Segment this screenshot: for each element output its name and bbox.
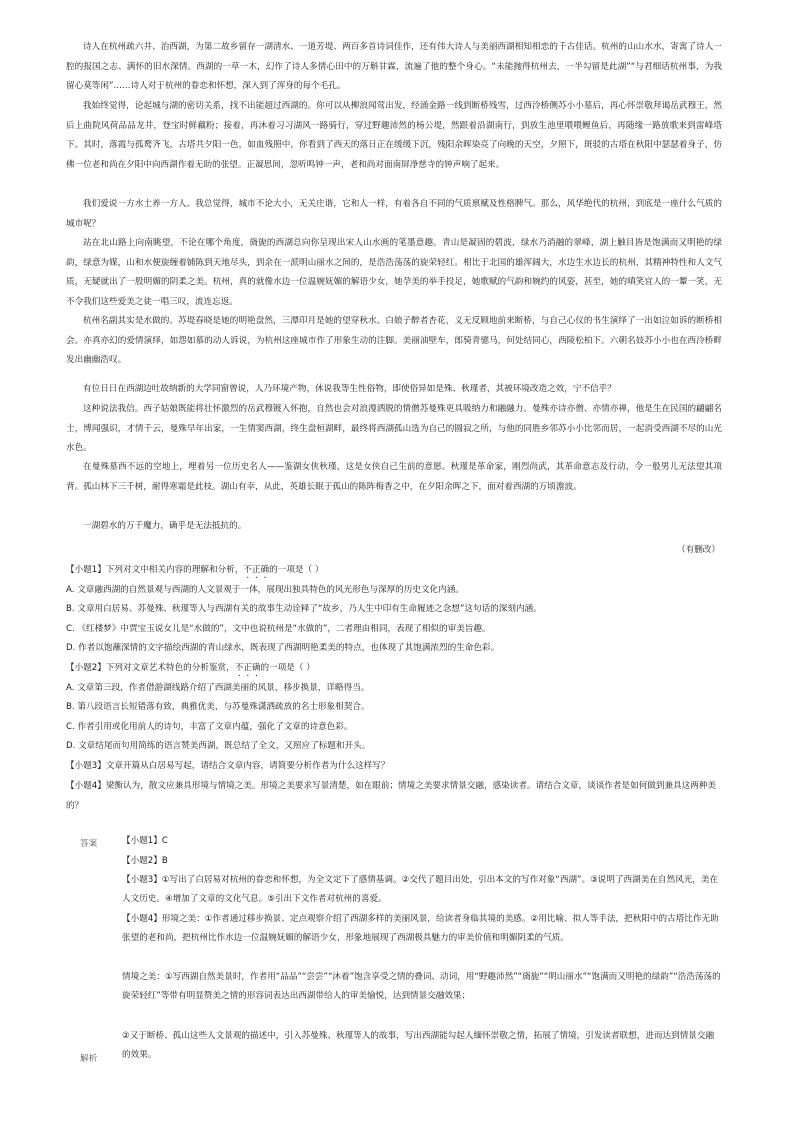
question-1-stem-text: 【小题1】下列对文中相关内容的理解和分析， <box>66 565 244 575</box>
answer-4-part-1: 【小题4】形境之美：①作者通过移步换景、定点观察介绍了西湖多样的美丽风景，给读者身临其境的美感。②用比喻、拟人等手法，把秋阳中的古塔比作无助张望的老和尚，把杭州比作水边一位温婉妩媚的解语少女，形象地展现了西湖极具魅力的审美价值和明媚阴柔的气质。 <box>122 914 719 944</box>
question-1-option-a: A. 文章融西湖的自然景观与西湖的人文景观于一体，展现出独具特色的风光形色与深厚的历史文化内涵。 <box>66 585 464 595</box>
question-2-option-c: C. 作者引用或化用前人的诗句，丰富了文章内蕴，强化了文章的诗意色彩。 <box>66 722 353 732</box>
article-paragraph-7: 这种说法我信。西子姑娘既能将壮怀激烈的岳武穆镀入怀抱，自然也会对浪漫洒脱的情僧苏曼殊更具吸纳力和融融力。曼殊亦诗亦僧、亦情亦禅，他是生在民国的翩翩名士，博闻强识，才情千云，曼殊早年出家，一生情窦西湖，终生盘桓湖畔，最终将西湖孤山选为自己的圆寂之所，与他的同胜乡邻苏小小比邻而居，一起消受西湖不尽的山光水色。 <box>66 404 722 454</box>
article-paragraph-2: 我始终觉得，论起城与湖的密切关系，找不出能超过西湖的。你可以从柳浪闻莺出发，经涌金路一线到断桥残雪，过西泠桥侧苏小小墓后，再心怀崇敬拜谒岳武穆王，然后上曲院风荷品品龙井，登宝时鲜藕粉；接着，再沐着习习湖风一路骑行，穿过野趣沛然的杨公堤，然跟着沿湖南行，到放生池里喂喂鲤鱼后，再随缘一路放歌来到雷峰塔下。其时，落霞与孤鹜齐飞，古塔共夕阳一色，如血残照中，你看到了西天的落日正在缓缓下沉，残阳余晖染亮了向晚的天空，夕照下，斑驳的古塔在秋阳中瑟瑟着身子，仿佛一位老和尚在夕阳中向西湖作着无助的张望。正凝思间，忽听鸣钟一声，老和尚对面南屏净慈寺的钟声响了起来。 <box>66 101 722 170</box>
question-4: 【小题4】梁衡认为，散文应兼具形境与情境之美。形境之美要求写景清楚，如在眼前；情境之美要求情景交融，感染读者。请结合文章，谈谈作者是如何做到兼具这两种美的？ <box>66 781 717 811</box>
article-paragraph-9: 一湖碧水的万千魔力，确乎是无法抵抗的。 <box>83 521 247 531</box>
article-paragraph-6: 有位日日在西湖边吐故纳新的大学同窗曾说，人乃环境产物，休说我等生性俗物，即使俗异如是殊、秋瑾者，其被环境改造之效，宁不信乎？ <box>83 384 616 394</box>
question-1-stem <box>66 561 722 581</box>
article-paragraph-4: 站在北山路上向南眺望，不论在哪个角度，旖旎的西湖总向你呈现出宋人山水画的笔墨意趣。青山是凝固的碧波，绿水乃消融的翠峰，湖上触目皆是饱满而又明艳的绿韵，绿意为媒，山和水便旋缠着铺陈到天地尽头，到余在一派明山丽水之间的，是浩浩荡荡的旋荣轻红。相比于北国的雄浑阔大，水边生水边长的杭州，其精神特性和人文气质，无疑就出了一股明媚的阴柔之美。杭州，真的就像水边一位温婉妩媚的解语少女，她孕美的举手投足，她歌赋的气韵和婉约的风姿，甚至，她的嗔笑宜人的一颦一笑，无不令我们这些爱美之徒一唱三叹，流连忘返。 <box>66 238 722 307</box>
question-2-option-b: B. 第八段语言长短错落有致，典雅优美，与苏曼殊潇洒疏放的名士形象相契合。 <box>66 702 370 712</box>
answer-3: 【小题3】①写出了白居易对杭州的眷恋和怀想，为全文定下了感情基调。②交代了题目出处，引出本文的写作对象“西湖”。③说明了西湖美在自然风光，美在人文历史。④增加了文章的文化气息。⑤引出下文作者对杭州的喜爱。 <box>122 875 719 905</box>
question-1-option-d: D. 作者以饱蘸深情的文字描绘西湖的青山绿水，既表现了西湖明艳柔美的特点，也体现了其饱满浓烈的生命色彩。 <box>66 643 500 653</box>
question-2-stem-tail: 的一项是（ ） <box>260 663 315 673</box>
question-2-option-a: A. 文章第三段，作者借游湖线路介绍了西湖美丽的风景，移步换景，详略得当。 <box>66 683 370 693</box>
question-3: 【小题3】文章开篇从白居易写起，请结合文章内容，请简要分析作者为什么这样写？ <box>66 761 390 771</box>
answer-label: 答案 <box>80 839 98 849</box>
article-paragraph-5: 杭州名副其实是水做的。苏堤春晓是她的明艳盘然，三潭印月是她的望穿秋水。白娘子醉者杏花，义无反顾地前来断桥，与自己心仪的书生演绎了一出如泣如诉的断桥相会。亦真亦幻的爱情演绎，如怨如慕的动人诉说，为杭州这座城市作了形象生动的注脚。美丽油壁车，郎骑青骢马，何处结同心，西陵松柏下。六朝名妓苏小小也在西泠桥畔发出幽幽浩叹。 <box>66 316 722 366</box>
question-1-option-b: B. 文章用白居易、苏曼殊、秋瑾等人与西湖有关的故事生动诠释了“故乡，乃人生中印有生命履迹之念想”这句话的深刻内涵。 <box>66 604 542 614</box>
answer-1: 【小题1】C <box>122 836 168 846</box>
question-1-option-c: C. 《红楼梦》中贾宝玉说女儿是“水做的”，文中也说杭州是“水做的”，二者理由相同，表现了相似的审美旨趣。 <box>66 624 491 634</box>
article-paragraph-8: 在曼殊墓西不远的空地上，埋着另一位历史名人——鉴湖女侠秋瑾，这是女侠自己生前的意愿。秋瑾是革命家，刚烈尚武，其革命意志及行动，令一般男儿无法望其项背。孤山林下三千树，耐得寒霜是此枝。湖山有幸，从此，英雄长眠于孤山的陈阵梅香之中，在夕阳余晖之下，面对着西湖的万顷澹波。 <box>66 462 722 492</box>
analysis-label: 解析 <box>80 1054 98 1064</box>
question-2-emphasis: 不正确 <box>234 663 261 673</box>
question-1-stem-tail: 的一项是（ ） <box>269 565 324 575</box>
answer-4-part-3: ②又于断桥、孤山这些人文景观的描述中，引入苏曼殊、秋瑾等人的故事，写出西湖能勾起人缅怀崇敬之情，拓展了情境，引发读者联想，进而达到情景交融的效果。 <box>122 1031 715 1061</box>
source-note: （有删改） <box>677 545 720 555</box>
question-2-stem-text: 【小题2】下列对文章艺术特色的分析鉴赏， <box>66 663 235 673</box>
answer-2: 【小题2】B <box>122 856 168 866</box>
question-1-emphasis: 不正确 <box>243 565 270 575</box>
question-2-stem <box>66 659 722 679</box>
article-paragraph-1: 诗人在杭州疏六井、治西湖，为第二故乡留存一湖清水、一道芳堤、两百多首诗词佳作，还有伟大诗人与美丽西湖相知相恋的千古佳话。杭州的山山水水，寄寓了诗人一腔的报国之志、满怀的旧水深情。西湖的一草一木，幻作了诗人多情心田中的万斛甘霖，流遍了他的整个身心。“未能抛得杭州去，一半勾留是此湖”“与君细话杭州事，为我留心莫等闲”……诗人对于杭州的眷恋和怀想，深入到了浑身的每个毛孔。 <box>66 42 722 92</box>
answer-4-part-2: 情境之美：①写西湖自然美景时，作者用“品品”“尝尝”“沐着”饱含享受之情的叠词、动词，用“野趣沛然”“旖旎”“明山丽水”“饱满而又明艳的绿韵”“浩浩荡荡的旋荣轻红”等带有明显赞美之情的形容词表达出西湖带给人的审美愉悦，达到情景交融效果； <box>122 972 721 1002</box>
question-2-option-d: D. 文章结尾而句用简练的语言赞美西湖，既总结了全文，又照应了标题和开头。 <box>66 741 371 751</box>
article-paragraph-3: 我们爱说一方水土养一方人。我总觉得，城市不论大小，无关庄谐，它和人一样，有着各自不同的气质禀赋及性格脾气。那么，风华绝代的杭州，到底是一座什么气质的城市呢？ <box>66 199 722 229</box>
